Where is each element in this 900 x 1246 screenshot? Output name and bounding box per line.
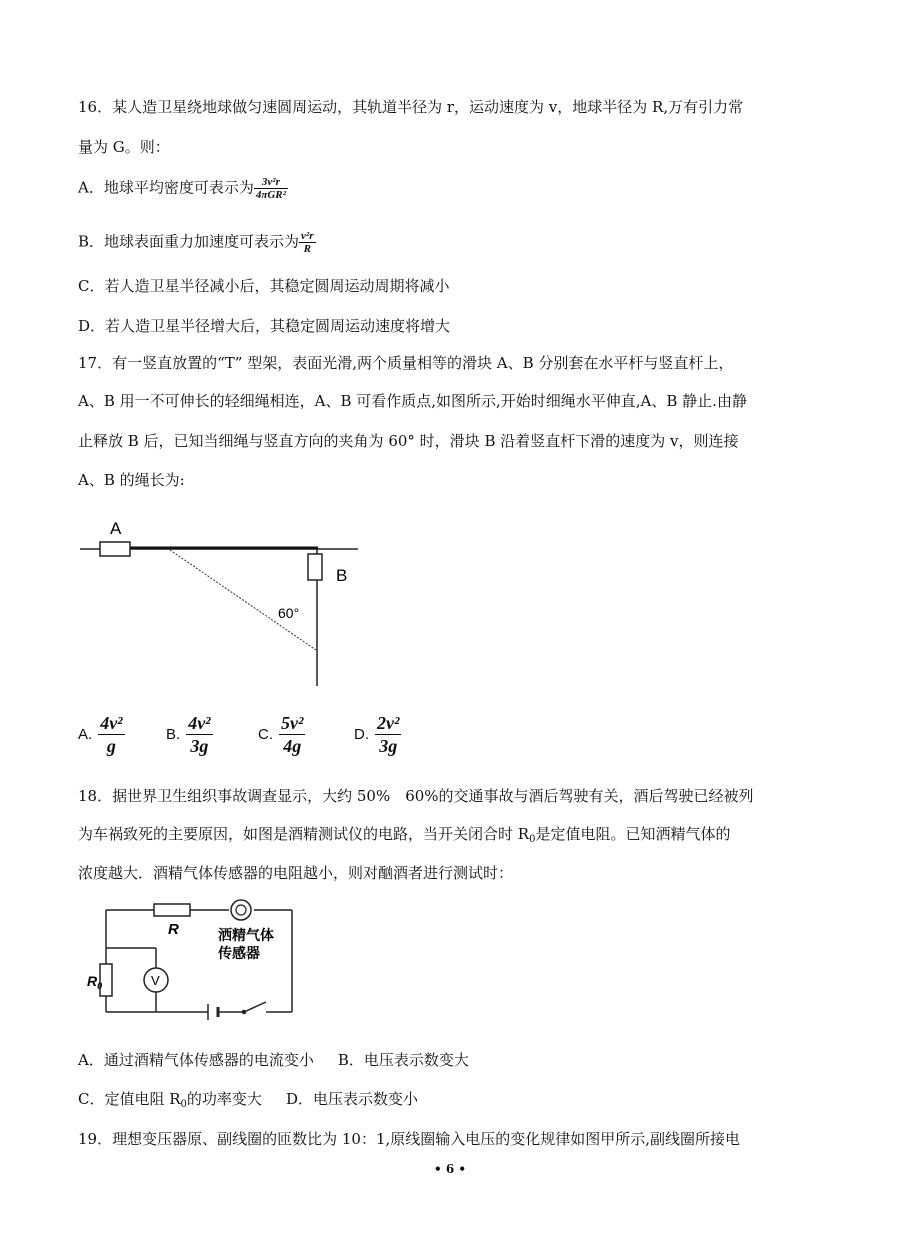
q17-option-d-fraction — [375, 712, 401, 757]
slider-a — [100, 542, 130, 556]
q17-option-a-denominator: g — [106, 736, 116, 756]
sensor-label-2: 传感器 — [218, 945, 260, 961]
q16-option-a-denominator: 4πGR² — [255, 189, 286, 201]
q19-line-1: 19．理想变压器原、副线圈的匝数比为 10：1,原线圈输入电压的变化规律如图甲所示,副线圈所接电 — [78, 1130, 741, 1148]
angle-label: 60° — [278, 605, 300, 621]
q17-option-d-numerator: 2v² — [377, 713, 400, 733]
q16-option-a — [78, 176, 288, 201]
q17-option-a-fraction — [98, 712, 124, 757]
q18-option-d: D．电压表示数变小 — [285, 1090, 418, 1108]
q18-option-a: A．通过酒精气体传感器的电流变小 — [78, 1051, 314, 1069]
q16-option-b-numerator: v²r — [301, 230, 314, 242]
q16-option-b-text: B．地球表面重力加速度可表示为 — [78, 232, 300, 251]
q16-line-2: 量为 G。则： — [78, 138, 170, 156]
q18-option-b: B．电压表示数变大 — [337, 1051, 469, 1069]
q17-option-d-label: D. — [354, 726, 369, 743]
sensor-symbol — [231, 900, 251, 920]
page-number: • 6 • — [433, 1162, 467, 1176]
q17-option-b-numerator: 4v² — [188, 713, 211, 733]
q18-option-c-pre: C．定值电阻 R — [78, 1090, 181, 1108]
q17-option-b-fraction — [186, 712, 212, 757]
sensor-label-1: 洒精气体 — [218, 927, 274, 943]
q17-option-d-denominator: 3g — [379, 736, 398, 756]
label-r: R — [168, 921, 179, 938]
q17-option-c-label: C. — [258, 726, 273, 743]
q17-option-b-denominator: 3g — [190, 736, 209, 756]
q16-option-b — [78, 230, 316, 255]
q17-option-c-fraction — [279, 712, 305, 757]
q16-option-c: C．若人造卫星半径减小后，其稳定圆周运动周期将减小 — [78, 277, 450, 295]
battery — [208, 1004, 218, 1020]
q17-line-2: A、B 用一不可伸长的轻细绳相连，A、B 可看作质点,如图所示,开始时细绳水平伸直,A、B 静止.由静 — [78, 392, 747, 410]
q18-line-1: 18．据世界卫生组织事故调查显示，大约 50% 60%的交通事故与酒后驾驶有关，酒后驾驶已经被列 — [78, 787, 754, 805]
q17-option-a-numerator: 4v² — [100, 713, 123, 733]
q17-option-b — [166, 712, 213, 757]
q18-option-c-sub: 0 — [180, 1099, 187, 1110]
q18-options-row-2 — [78, 1089, 418, 1115]
q18-circuit-figure — [87, 894, 306, 1024]
q18-line-2-post: 是定值电阻。已知洒精气体的 — [535, 825, 731, 843]
q17-option-a-label: A. — [78, 726, 93, 743]
q17-line-4: A、B 的绳长为: — [78, 471, 185, 489]
q16-option-a-text: A．地球平均密度可表示为 — [78, 178, 254, 197]
label-r0-main: R — [87, 973, 98, 989]
q17-line-1: 17．有一竖直放置的“T” 型架，表面光滑,两个质量相等的滑块 A、B 分别套在水平杆与竖直杆上， — [78, 354, 734, 372]
label-v: V — [151, 973, 160, 988]
resistor-r0 — [100, 964, 112, 996]
q16-line-1: 16．某人造卫星绕地球做匀速圆周运动，其轨道半径为 r，运动速度为 v，地球半径为 R,万有引力常 — [78, 98, 744, 116]
rope-diagonal — [170, 550, 316, 650]
resistor-r — [154, 904, 190, 916]
q16-option-a-numerator: 3v²r — [254, 176, 288, 189]
q16-option-b-denominator: R — [303, 243, 311, 255]
q17-line-3: 止释放 B 后，已知当细绳与竖直方向的夹角为 60° 时，滑块 B 沿着竖直杆下滑的速度为 v，则连接 — [78, 432, 739, 450]
q18-options-row-1 — [78, 1050, 469, 1070]
q17-option-c-numerator: 5v² — [281, 713, 304, 733]
q16-option-b-fraction — [299, 230, 315, 255]
q17-t-frame-figure — [78, 508, 378, 693]
q18-line-3: 浓度越大．酒精气体传感器的电阻越小，则对酗酒者进行测试时： — [78, 864, 514, 882]
label-b: B — [336, 566, 348, 585]
switch — [243, 1002, 267, 1014]
label-a: A — [110, 519, 122, 538]
q16-option-d: D．若人造卫星半径增大后，其稳定圆周运动速度将增大 — [78, 317, 451, 335]
slider-b — [308, 554, 322, 580]
q16-option-a-fraction — [254, 176, 288, 201]
q17-option-d — [354, 712, 401, 757]
q18-line-2-pre: 为车祸致死的主要原因，如图是酒精测试仪的电路，当开关闭合时 R — [78, 825, 530, 843]
label-r0-sub: 0 — [97, 981, 103, 991]
q18-option-c-post: 的功率变大 — [186, 1090, 262, 1108]
q17-option-c — [258, 712, 305, 757]
q18-line-2-sub: 0 — [529, 834, 536, 845]
q17-option-c-denominator: 4g — [283, 736, 302, 756]
q17-option-b-label: B. — [166, 726, 181, 743]
q17-option-a — [78, 712, 125, 757]
q18-line-2 — [78, 824, 730, 850]
